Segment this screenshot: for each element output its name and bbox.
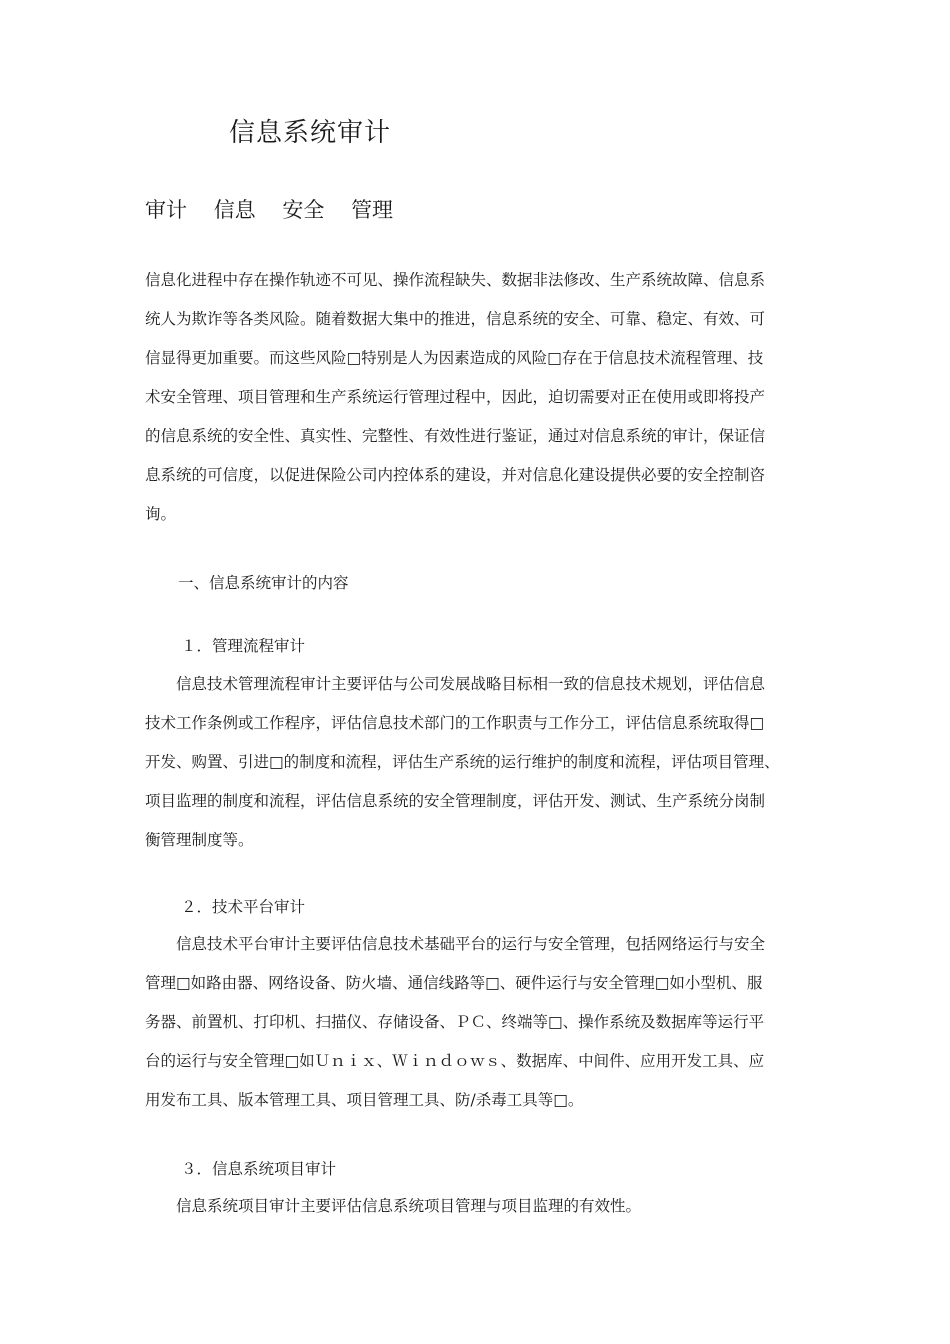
text-line: 统人为欺诈等各类风险。随着数据大集中的推进，信息系统的安全、可靠、稳定、有效、可	[145, 310, 766, 328]
project-audit-paragraph	[145, 1187, 810, 1226]
text-line: 信显得更加重要。而这些风险□特别是人为因素造成的风险□存在于信息技术流程管理、技	[145, 349, 764, 367]
section-heading: 一、信息系统审计的内容	[178, 574, 349, 592]
management-process-paragraph	[145, 665, 810, 860]
text-line: 技术工作条例或工作程序，评估信息技术部门的工作职责与工作分工，评估信息系统取得□	[145, 714, 765, 732]
text-line: 衡管理制度等。	[145, 831, 254, 849]
text-line: 用发布工具、版本管理工具、项目管理工具、防/杀毒工具等□。	[145, 1091, 584, 1109]
keyword: 管理	[351, 198, 394, 222]
text-line: 项目监理的制度和流程，评估信息系统的安全管理制度，评估开发、测试、生产系统分岗制	[145, 792, 766, 810]
keyword: 信息	[213, 198, 256, 222]
text-line: 术安全管理、项目管理和生产系统运行管理过程中，因此，迫切需要对正在使用或即将投产	[145, 388, 766, 406]
keywords	[145, 194, 413, 224]
tech-platform-paragraph	[145, 925, 810, 1120]
text-line: 管理□如路由器、网络设备、防火墙、通信线路等□、硬件运行与安全管理□如小型机、服	[145, 974, 763, 992]
subsection-heading: １．管理流程审计	[181, 637, 306, 655]
text-line: 信息系统项目审计主要评估信息系统项目管理与项目监理的有效性。	[145, 1197, 642, 1215]
document-title: 信息系统审计	[229, 118, 392, 148]
text-line: 务器、前置机、打印机、扫描仪、存储设备、ＰＣ、终端等□、操作系统及数据库等运行平	[145, 1013, 765, 1031]
text-line: 台的运行与安全管理□如Ｕｎｉｘ、Ｗｉｎｄｏｗｓ、数据库、中间件、应用开发工具、应	[145, 1052, 765, 1070]
text-line: 信息技术管理流程审计主要评估与公司发展战略目标相一致的信息技术规划，评估信息	[145, 675, 766, 693]
text-line: 息系统的可信度，以促进保险公司内控体系的建设，并对信息化建设提供必要的安全控制咨	[145, 466, 766, 484]
text-line: 信息技术平台审计主要评估信息技术基础平台的运行与安全管理，包括网络运行与安全	[145, 935, 766, 953]
subsection-heading: ２．技术平台审计	[181, 898, 306, 916]
text-line: 开发、购置、引进□的制度和流程，评估生产系统的运行维护的制度和流程，评估项目管理、	[145, 753, 780, 771]
text-line: 的信息系统的安全性、真实性、完整性、有效性进行鉴证，通过对信息系统的审计，保证信	[145, 427, 766, 445]
subsection-heading: ３．信息系统项目审计	[181, 1160, 337, 1178]
text-line: 信息化进程中存在操作轨迹不可见、操作流程缺失、数据非法修改、生产系统故障、信息系	[145, 271, 766, 289]
text-line: 询。	[145, 505, 177, 523]
intro-paragraph	[145, 261, 810, 534]
keyword: 审计	[145, 198, 187, 222]
keyword: 安全	[282, 198, 325, 222]
